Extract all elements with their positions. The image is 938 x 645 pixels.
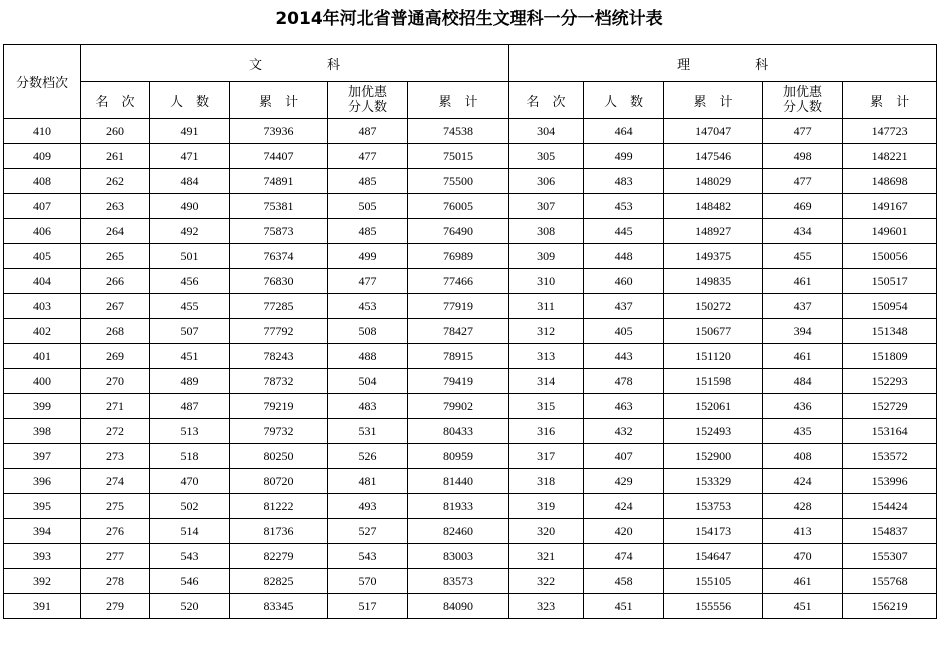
table-cell: 270 bbox=[81, 369, 150, 394]
table-cell: 477 bbox=[763, 169, 843, 194]
table-row bbox=[4, 444, 937, 469]
table-cell: 321 bbox=[509, 544, 584, 569]
table-cell: 493 bbox=[328, 494, 408, 519]
score-cell: 394 bbox=[4, 519, 81, 544]
table-cell: 149601 bbox=[843, 219, 937, 244]
table-cell: 320 bbox=[509, 519, 584, 544]
table-cell: 445 bbox=[584, 219, 664, 244]
table-cell: 80250 bbox=[230, 444, 328, 469]
table-cell: 147723 bbox=[843, 119, 937, 144]
table-cell: 75015 bbox=[408, 144, 509, 169]
table-cell: 151120 bbox=[664, 344, 763, 369]
table-cell: 514 bbox=[150, 519, 230, 544]
table-cell: 413 bbox=[763, 519, 843, 544]
table-cell: 481 bbox=[328, 469, 408, 494]
table-row bbox=[4, 469, 937, 494]
table-cell: 458 bbox=[584, 569, 664, 594]
table-cell: 308 bbox=[509, 219, 584, 244]
table-cell: 570 bbox=[328, 569, 408, 594]
table-cell: 477 bbox=[763, 119, 843, 144]
score-cell: 404 bbox=[4, 269, 81, 294]
table-cell: 156219 bbox=[843, 594, 937, 619]
table-cell: 149375 bbox=[664, 244, 763, 269]
table-cell: 317 bbox=[509, 444, 584, 469]
table-cell: 74891 bbox=[230, 169, 328, 194]
table-cell: 153164 bbox=[843, 419, 937, 444]
table-cell: 261 bbox=[81, 144, 150, 169]
table-cell: 477 bbox=[328, 269, 408, 294]
table-cell: 83573 bbox=[408, 569, 509, 594]
table-cell: 443 bbox=[584, 344, 664, 369]
table-cell: 153753 bbox=[664, 494, 763, 519]
science-rank-header: 名 次 bbox=[509, 82, 584, 119]
table-cell: 151809 bbox=[843, 344, 937, 369]
table-cell: 78243 bbox=[230, 344, 328, 369]
table-cell: 420 bbox=[584, 519, 664, 544]
table-cell: 487 bbox=[328, 119, 408, 144]
table-row bbox=[4, 569, 937, 594]
table-cell: 306 bbox=[509, 169, 584, 194]
table-cell: 79219 bbox=[230, 394, 328, 419]
table-cell: 260 bbox=[81, 119, 150, 144]
table-cell: 484 bbox=[150, 169, 230, 194]
table-row bbox=[4, 294, 937, 319]
table-cell: 150677 bbox=[664, 319, 763, 344]
table-cell: 73936 bbox=[230, 119, 328, 144]
table-cell: 151348 bbox=[843, 319, 937, 344]
table-cell: 461 bbox=[763, 344, 843, 369]
table-cell: 477 bbox=[328, 144, 408, 169]
table-row bbox=[4, 244, 937, 269]
table-cell: 155105 bbox=[664, 569, 763, 594]
table-cell: 508 bbox=[328, 319, 408, 344]
table-cell: 485 bbox=[328, 219, 408, 244]
table-cell: 405 bbox=[584, 319, 664, 344]
table-cell: 76490 bbox=[408, 219, 509, 244]
table-cell: 76374 bbox=[230, 244, 328, 269]
table-cell: 83345 bbox=[230, 594, 328, 619]
table-cell: 520 bbox=[150, 594, 230, 619]
table-row bbox=[4, 594, 937, 619]
table-cell: 464 bbox=[584, 119, 664, 144]
table-row bbox=[4, 119, 937, 144]
table-cell: 483 bbox=[328, 394, 408, 419]
table-cell: 154647 bbox=[664, 544, 763, 569]
table-cell: 271 bbox=[81, 394, 150, 419]
science-bonus-count-header: 加优惠 分人数 bbox=[763, 82, 843, 119]
table-row bbox=[4, 194, 937, 219]
table-cell: 394 bbox=[763, 319, 843, 344]
table-cell: 79732 bbox=[230, 419, 328, 444]
table-cell: 80433 bbox=[408, 419, 509, 444]
table-cell: 437 bbox=[763, 294, 843, 319]
table-cell: 150272 bbox=[664, 294, 763, 319]
table-cell: 315 bbox=[509, 394, 584, 419]
table-cell: 266 bbox=[81, 269, 150, 294]
table-cell: 275 bbox=[81, 494, 150, 519]
table-row bbox=[4, 544, 937, 569]
table-cell: 319 bbox=[509, 494, 584, 519]
table-cell: 407 bbox=[584, 444, 664, 469]
table-cell: 75873 bbox=[230, 219, 328, 244]
table-cell: 153329 bbox=[664, 469, 763, 494]
table-cell: 323 bbox=[509, 594, 584, 619]
table-cell: 451 bbox=[584, 594, 664, 619]
science-bonus-cumulative-header: 累 计 bbox=[843, 82, 937, 119]
table-cell: 150954 bbox=[843, 294, 937, 319]
table-row bbox=[4, 519, 937, 544]
table-cell: 279 bbox=[81, 594, 150, 619]
table-cell: 470 bbox=[763, 544, 843, 569]
table-cell: 455 bbox=[763, 244, 843, 269]
table-cell: 77919 bbox=[408, 294, 509, 319]
table-row bbox=[4, 269, 937, 294]
table-cell: 309 bbox=[509, 244, 584, 269]
table-cell: 453 bbox=[328, 294, 408, 319]
table-cell: 460 bbox=[584, 269, 664, 294]
score-cell: 402 bbox=[4, 319, 81, 344]
table-cell: 463 bbox=[584, 394, 664, 419]
table-cell: 311 bbox=[509, 294, 584, 319]
table-cell: 448 bbox=[584, 244, 664, 269]
table-cell: 451 bbox=[763, 594, 843, 619]
table-cell: 408 bbox=[763, 444, 843, 469]
table-cell: 148221 bbox=[843, 144, 937, 169]
table-cell: 531 bbox=[328, 419, 408, 444]
table-cell: 80720 bbox=[230, 469, 328, 494]
table-cell: 262 bbox=[81, 169, 150, 194]
arts-count-header: 人 数 bbox=[150, 82, 230, 119]
score-cell: 395 bbox=[4, 494, 81, 519]
science-count-header: 人 数 bbox=[584, 82, 664, 119]
score-column-header: 分数档次 bbox=[4, 45, 81, 119]
table-cell: 147047 bbox=[664, 119, 763, 144]
table-cell: 487 bbox=[150, 394, 230, 419]
table-cell: 82460 bbox=[408, 519, 509, 544]
table-cell: 268 bbox=[81, 319, 150, 344]
table-cell: 543 bbox=[328, 544, 408, 569]
score-cell: 408 bbox=[4, 169, 81, 194]
table-cell: 434 bbox=[763, 219, 843, 244]
table-cell: 492 bbox=[150, 219, 230, 244]
table-cell: 75500 bbox=[408, 169, 509, 194]
table-cell: 312 bbox=[509, 319, 584, 344]
table-cell: 491 bbox=[150, 119, 230, 144]
table-cell: 456 bbox=[150, 269, 230, 294]
table-cell: 451 bbox=[150, 344, 230, 369]
table-row bbox=[4, 169, 937, 194]
table-cell: 74407 bbox=[230, 144, 328, 169]
table-cell: 470 bbox=[150, 469, 230, 494]
table-cell: 152293 bbox=[843, 369, 937, 394]
table-cell: 264 bbox=[81, 219, 150, 244]
table-cell: 471 bbox=[150, 144, 230, 169]
table-cell: 151598 bbox=[664, 369, 763, 394]
table-cell: 154173 bbox=[664, 519, 763, 544]
table-cell: 469 bbox=[763, 194, 843, 219]
table-cell: 484 bbox=[763, 369, 843, 394]
table-cell: 76830 bbox=[230, 269, 328, 294]
table-cell: 314 bbox=[509, 369, 584, 394]
score-cell: 407 bbox=[4, 194, 81, 219]
table-cell: 318 bbox=[509, 469, 584, 494]
table-cell: 424 bbox=[584, 494, 664, 519]
arts-group-header: 文 科 bbox=[81, 45, 509, 82]
table-cell: 83003 bbox=[408, 544, 509, 569]
table-cell: 428 bbox=[763, 494, 843, 519]
science-group-header: 理 科 bbox=[509, 45, 937, 82]
table-cell: 273 bbox=[81, 444, 150, 469]
score-cell: 399 bbox=[4, 394, 81, 419]
table-cell: 474 bbox=[584, 544, 664, 569]
table-cell: 274 bbox=[81, 469, 150, 494]
table-row bbox=[4, 319, 937, 344]
science-cumulative-header: 累 计 bbox=[664, 82, 763, 119]
table-cell: 79902 bbox=[408, 394, 509, 419]
arts-bonus-cumulative-header: 累 计 bbox=[408, 82, 509, 119]
table-cell: 272 bbox=[81, 419, 150, 444]
table-cell: 78732 bbox=[230, 369, 328, 394]
table-cell: 76005 bbox=[408, 194, 509, 219]
table-cell: 149167 bbox=[843, 194, 937, 219]
table-cell: 501 bbox=[150, 244, 230, 269]
table-cell: 81736 bbox=[230, 519, 328, 544]
table-row bbox=[4, 144, 937, 169]
table-cell: 153996 bbox=[843, 469, 937, 494]
table-cell: 148698 bbox=[843, 169, 937, 194]
table-cell: 74538 bbox=[408, 119, 509, 144]
table-cell: 77285 bbox=[230, 294, 328, 319]
table-cell: 499 bbox=[328, 244, 408, 269]
table-cell: 498 bbox=[763, 144, 843, 169]
table-cell: 304 bbox=[509, 119, 584, 144]
table-cell: 489 bbox=[150, 369, 230, 394]
table-cell: 152493 bbox=[664, 419, 763, 444]
table-cell: 80959 bbox=[408, 444, 509, 469]
table-cell: 546 bbox=[150, 569, 230, 594]
score-cell: 393 bbox=[4, 544, 81, 569]
table-cell: 82825 bbox=[230, 569, 328, 594]
table-cell: 152061 bbox=[664, 394, 763, 419]
score-cell: 401 bbox=[4, 344, 81, 369]
table-cell: 488 bbox=[328, 344, 408, 369]
table-cell: 432 bbox=[584, 419, 664, 444]
table-cell: 485 bbox=[328, 169, 408, 194]
score-cell: 400 bbox=[4, 369, 81, 394]
table-cell: 278 bbox=[81, 569, 150, 594]
table-cell: 84090 bbox=[408, 594, 509, 619]
table-cell: 81222 bbox=[230, 494, 328, 519]
table-cell: 504 bbox=[328, 369, 408, 394]
score-cell: 392 bbox=[4, 569, 81, 594]
table-cell: 437 bbox=[584, 294, 664, 319]
score-cell: 406 bbox=[4, 219, 81, 244]
table-cell: 263 bbox=[81, 194, 150, 219]
table-cell: 154424 bbox=[843, 494, 937, 519]
table-cell: 150056 bbox=[843, 244, 937, 269]
table-cell: 149835 bbox=[664, 269, 763, 294]
table-row bbox=[4, 419, 937, 444]
table-row bbox=[4, 394, 937, 419]
table-cell: 148029 bbox=[664, 169, 763, 194]
table-cell: 478 bbox=[584, 369, 664, 394]
table-cell: 155556 bbox=[664, 594, 763, 619]
score-cell: 410 bbox=[4, 119, 81, 144]
score-cell: 397 bbox=[4, 444, 81, 469]
table-cell: 499 bbox=[584, 144, 664, 169]
table-cell: 77466 bbox=[408, 269, 509, 294]
score-distribution-table bbox=[3, 44, 937, 619]
score-cell: 405 bbox=[4, 244, 81, 269]
table-cell: 148927 bbox=[664, 219, 763, 244]
table-cell: 507 bbox=[150, 319, 230, 344]
table-cell: 154837 bbox=[843, 519, 937, 544]
table-row bbox=[4, 494, 937, 519]
table-cell: 490 bbox=[150, 194, 230, 219]
arts-cumulative-header: 累 计 bbox=[230, 82, 328, 119]
table-cell: 75381 bbox=[230, 194, 328, 219]
table-cell: 78915 bbox=[408, 344, 509, 369]
table-cell: 150517 bbox=[843, 269, 937, 294]
table-cell: 526 bbox=[328, 444, 408, 469]
score-cell: 398 bbox=[4, 419, 81, 444]
table-cell: 155768 bbox=[843, 569, 937, 594]
table-row bbox=[4, 344, 937, 369]
table-cell: 322 bbox=[509, 569, 584, 594]
score-cell: 403 bbox=[4, 294, 81, 319]
table-cell: 313 bbox=[509, 344, 584, 369]
table-cell: 76989 bbox=[408, 244, 509, 269]
table-cell: 513 bbox=[150, 419, 230, 444]
table-cell: 517 bbox=[328, 594, 408, 619]
table-cell: 455 bbox=[150, 294, 230, 319]
table-cell: 305 bbox=[509, 144, 584, 169]
table-cell: 429 bbox=[584, 469, 664, 494]
table-cell: 518 bbox=[150, 444, 230, 469]
page-title: 2014年河北省普通高校招生文理科一分一档统计表 bbox=[275, 9, 663, 29]
table-cell: 152900 bbox=[664, 444, 763, 469]
table-cell: 155307 bbox=[843, 544, 937, 569]
table-cell: 424 bbox=[763, 469, 843, 494]
table-cell: 147546 bbox=[664, 144, 763, 169]
table-cell: 461 bbox=[763, 569, 843, 594]
table-cell: 276 bbox=[81, 519, 150, 544]
table-cell: 502 bbox=[150, 494, 230, 519]
table-cell: 79419 bbox=[408, 369, 509, 394]
table-cell: 265 bbox=[81, 244, 150, 269]
score-cell: 409 bbox=[4, 144, 81, 169]
table-cell: 316 bbox=[509, 419, 584, 444]
table-cell: 82279 bbox=[230, 544, 328, 569]
table-row bbox=[4, 369, 937, 394]
table-row bbox=[4, 219, 937, 244]
table-cell: 77792 bbox=[230, 319, 328, 344]
table-cell: 436 bbox=[763, 394, 843, 419]
table-cell: 527 bbox=[328, 519, 408, 544]
table-cell: 310 bbox=[509, 269, 584, 294]
score-cell: 391 bbox=[4, 594, 81, 619]
arts-rank-header: 名 次 bbox=[81, 82, 150, 119]
table-cell: 483 bbox=[584, 169, 664, 194]
table-cell: 81440 bbox=[408, 469, 509, 494]
table-cell: 81933 bbox=[408, 494, 509, 519]
arts-bonus-count-header: 加优惠 分人数 bbox=[328, 82, 408, 119]
table-cell: 505 bbox=[328, 194, 408, 219]
table-cell: 148482 bbox=[664, 194, 763, 219]
table-cell: 267 bbox=[81, 294, 150, 319]
table-cell: 435 bbox=[763, 419, 843, 444]
table-cell: 153572 bbox=[843, 444, 937, 469]
table-cell: 461 bbox=[763, 269, 843, 294]
table-cell: 543 bbox=[150, 544, 230, 569]
score-cell: 396 bbox=[4, 469, 81, 494]
table-cell: 152729 bbox=[843, 394, 937, 419]
table-cell: 78427 bbox=[408, 319, 509, 344]
table-cell: 269 bbox=[81, 344, 150, 369]
table-cell: 277 bbox=[81, 544, 150, 569]
table-cell: 307 bbox=[509, 194, 584, 219]
table-cell: 453 bbox=[584, 194, 664, 219]
